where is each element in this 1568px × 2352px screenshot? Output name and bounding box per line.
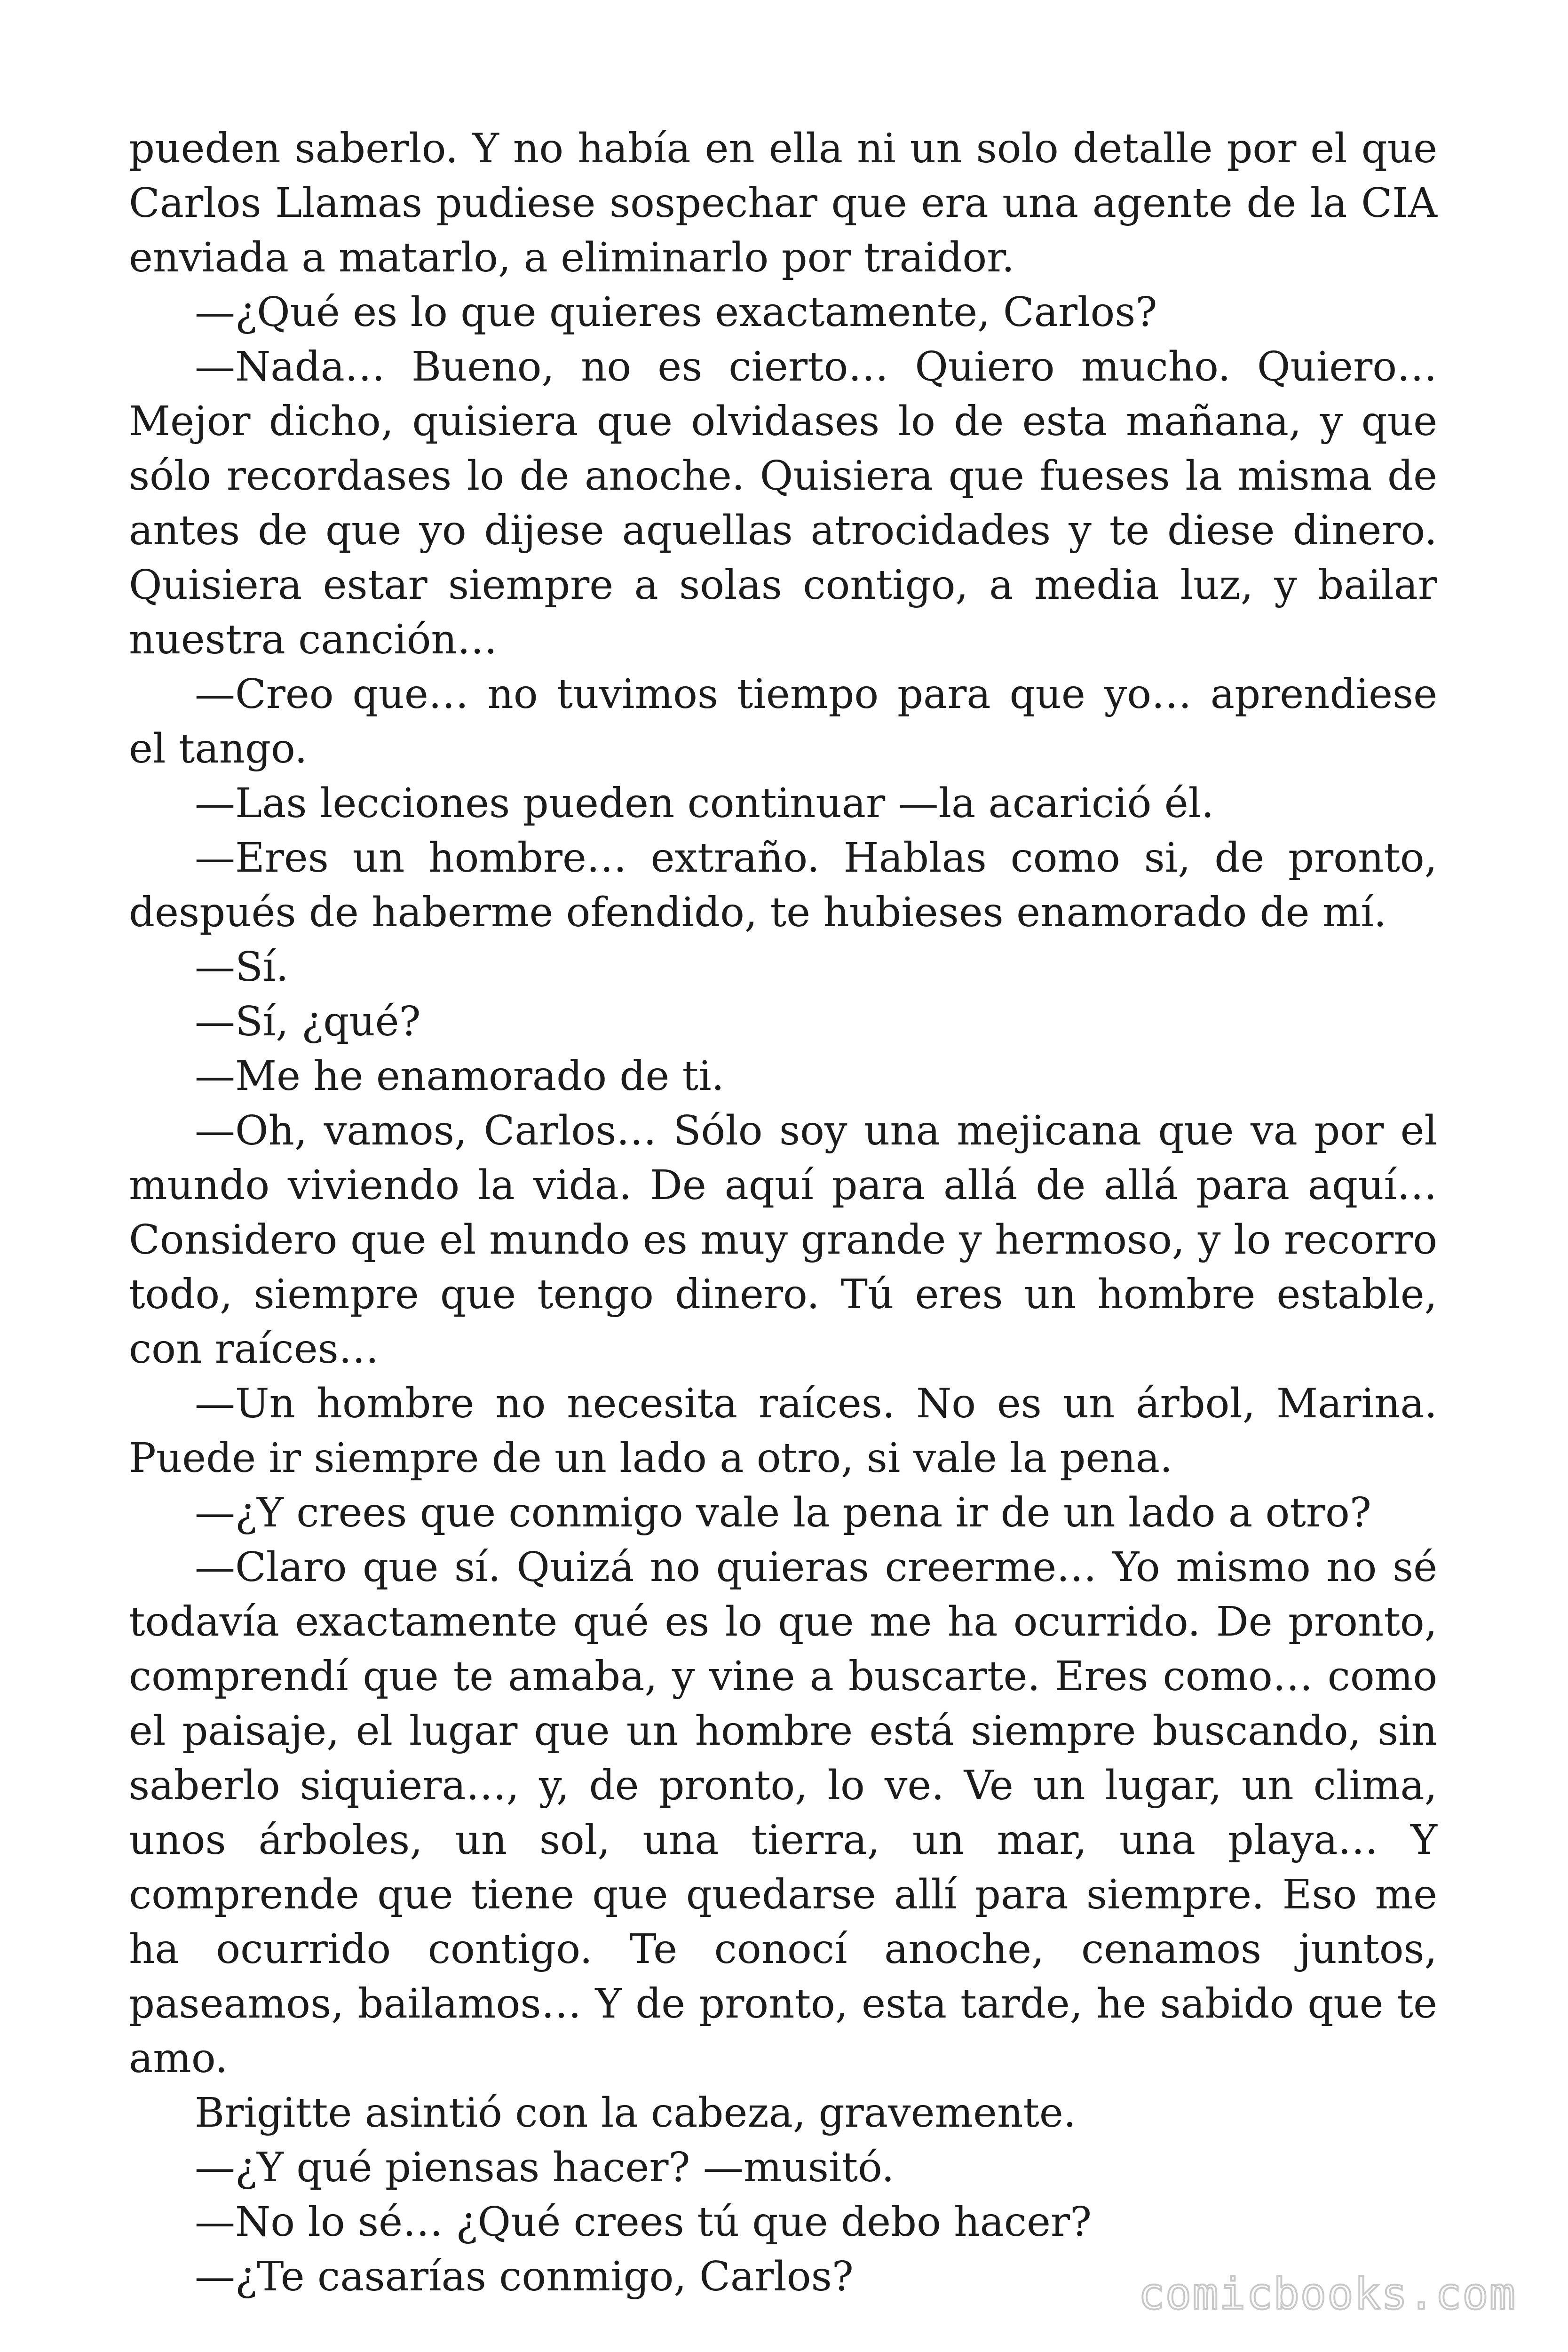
paragraph-14: Brigitte asintió con la cabeza, gravemente. [195,2090,1077,2137]
paragraph-13: —Claro que sí. Quizá no quieras creerme… Yo mismo no sé todavía exactamente qué es lo que me ha ocurrido. De pronto, comprendí que te amaba, y vine a buscarte. Eres como… como el paisaje, el lugar que un hombre está siempre buscando, sin saberlo siquiera…, y, de pronto, lo ve. Ve un lugar, un clima, unos árboles, un sol, una tierra, un mar, una playa… Y comprende que tiene que quedarse allí para siempre. Eso me ha ocurrido contigo. Te conocí anoche, cenamos juntos, paseamos, bailamos… Y de pronto, esta tarde, he sabido que te amo. [129,1544,1437,2082]
paragraph-16: —No lo sé… ¿Qué crees tú que debo hacer? [195,2199,1092,2246]
paragraph-9: —Me he enamorado de ti. [195,1053,725,1100]
page-body [129,121,1437,2304]
paragraph-10: —Oh, vamos, Carlos… Sólo soy una mejicana que va por el mundo viviendo la vida. De aquí para allá de allá para aquí… Considero que el mundo es muy grande y hermoso, y lo recorro todo, siempre que tengo dinero. Tú eres un hombre estable, con raíces… [129,1107,1437,1373]
paragraph-5: —Las lecciones pueden continuar —la acarició él. [195,780,1214,827]
watermark-logo: comicbooks.com [1138,2269,1516,2319]
paragraph-15: —¿Y qué piensas hacer? —musitó. [195,2144,895,2191]
paragraph-17: —¿Te casarías conmigo, Carlos? [195,2253,854,2300]
paragraph-8: —Sí, ¿qué? [195,998,421,1045]
paragraph-4: —Creo que… no tuvimos tiempo para que yo… aprendiese el tango. [129,671,1437,772]
paragraph-6: —Eres un hombre… extraño. Hablas como si, de pronto, después de haberme ofendido, te hubieses enamorado de mí. [129,834,1437,936]
paragraph-3: —Nada… Bueno, no es cierto… Quiero mucho. Quiero… Mejor dicho, quisiera que olvidases lo de esta mañana, y que sólo recordases lo de anoche. Quisiera que fueses la misma de antes de que yo dijese aquellas atrocidades y te diese dinero. Quisiera estar siempre a solas contigo, a media luz, y bailar nuestra canción… [129,343,1437,663]
paragraph-2: —¿Qué es lo que quieres exactamente, Carlos? [195,289,1157,336]
paragraph-1: pueden saberlo. Y no había en ella ni un solo detalle por el que Carlos Llamas pudiese sospechar que era una agente de la CIA enviada a matarlo, a eliminarlo por traidor. [129,125,1437,281]
paragraph-7: —Sí. [195,944,289,991]
paragraph-11: —Un hombre no necesita raíces. No es un árbol, Marina. Puede ir siempre de un lado a otro, si vale la pena. [129,1380,1437,1482]
paragraph-12: —¿Y crees que conmigo vale la pena ir de un lado a otro? [195,1489,1371,1536]
